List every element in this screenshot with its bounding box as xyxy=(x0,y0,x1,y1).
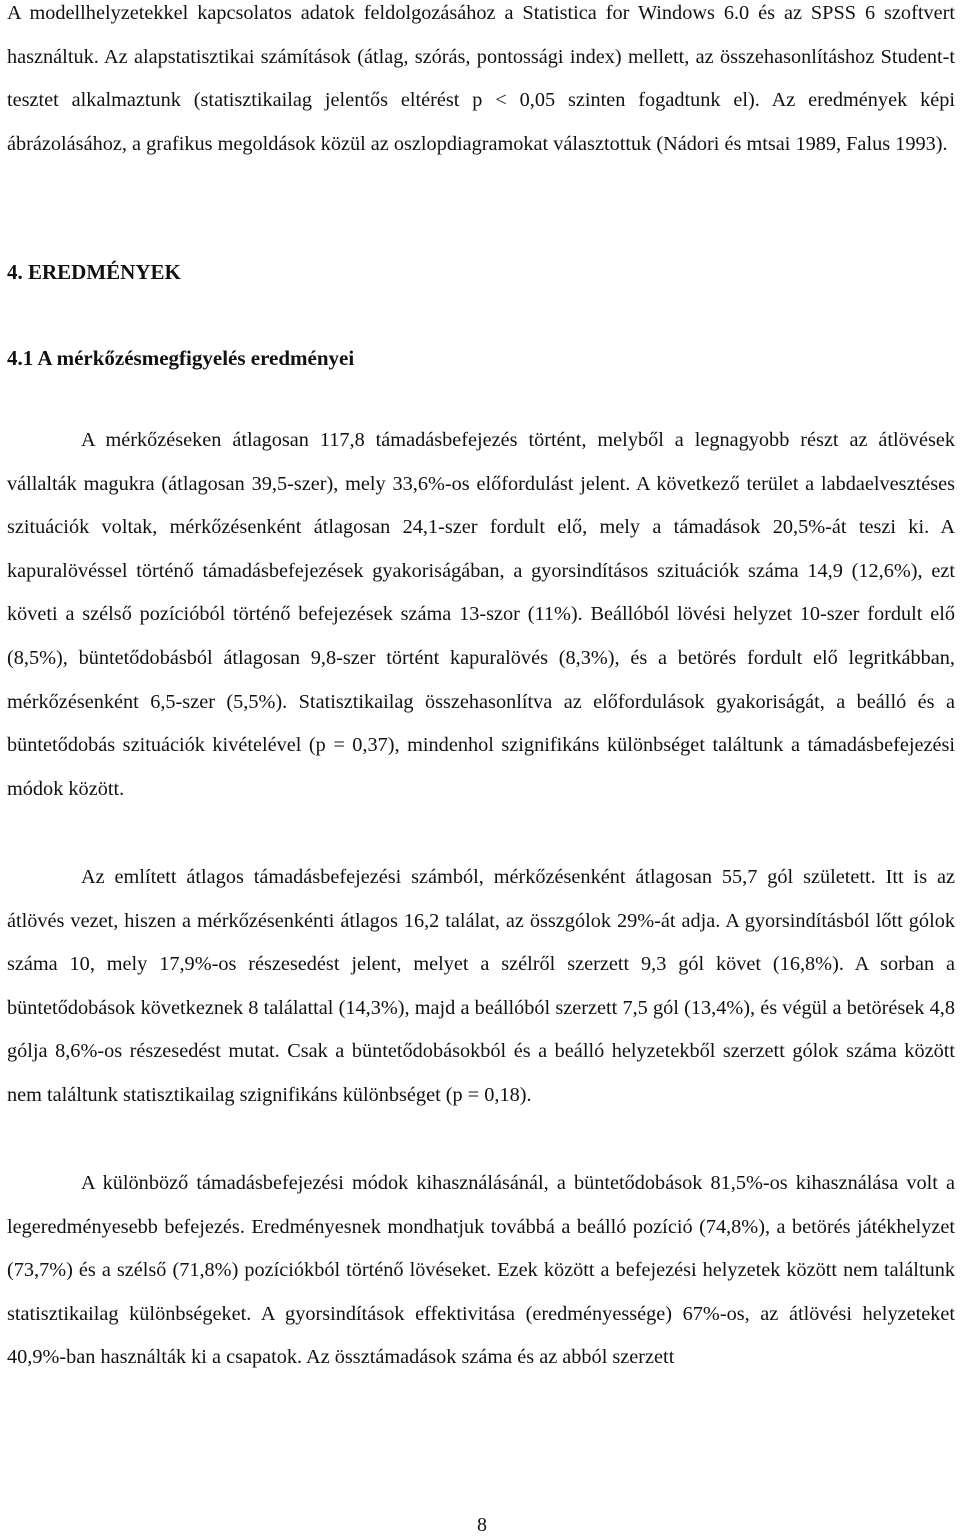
results-paragraph-2: Az említett átlagos támadásbefejezési számból, mérkőzésenként átlagosan 55,7 gól született. Itt is az átlövés vezet, hiszen a mérkőzésenkénti átlagos 16,2 találat, az összgólok 29%-át adja. A gyorsindításból lőtt gólok száma 10, mely 17,9%-os részesedést jelent, melyet a szélről szerzett 9,3 gól követ (16,8%). A sorban a büntetődobások következnek 8 találattal (14,3%), majd a beállóból szerzett 7,5 gól (13,4%), és végül a betörések 4,8 gólja 8,6%-os részesedést mutat. Csak a büntetődobásokból és a beálló helyzetekből szerzett gólok száma között nem találtunk statisztikailag szignifikáns különbséget (p = 0,18). xyxy=(7,866,955,1106)
subsection-heading: 4.1 A mérkőzésmegfigyelés eredményei xyxy=(7,346,355,370)
results-paragraph-3: A különböző támadásbefejezési módok kihasználásánál, a büntetődobások 81,5%-os kihasználása volt a legeredményesebb befejezés. Eredményesnek mondhatjuk továbbá a beálló pozíció (74,8%), a betörés játékhelyzet (73,7%) és a szélső (71,8%) pozíciókból történő lövéseket. Ezek között a befejezési helyzetek között nem találtunk statisztikailag különbségeket. A gyorsindítások effektivitása (eredményessége) 67%-os, az átlövési helyzeteket 40,9%-ban használták ki a csapatok. Az össztámadások száma és az abból szerzett xyxy=(7,1172,955,1369)
intro-paragraph: A modellhelyzetekkel kapcsolatos adatok feldolgozásához a Statistica for Windows 6.0 és az SPSS 6 szoftvert használtuk. Az alapstatisztikai számítások (átlag, szórás, pontossági index) mellett, az összehasonlításhoz Student-t tesztet alkalmaztunk (statisztikailag jelentős eltérést p < 0,05 szinten fogadtunk el). Az eredmények képi ábrázolásához, a grafikus megoldások közül az oszlopdiagramokat választottuk (Nádori és mtsai 1989, Falus 1993). xyxy=(7,2,955,155)
page-number: 8 xyxy=(477,1514,487,1536)
results-paragraph-1: A mérkőzéseken átlagosan 117,8 támadásbefejezés történt, melyből a legnagyobb részt az átlövések vállalták magukra (átlagosan 39,5-szer), mely 33,6%-os előfordulást jelent. A következő terület a labdaelvesztéses szituációk voltak, mérkőzésenként átlagosan 24,1-szer fordult elő, mely a támadások 20,5%-át teszi ki. A kapuralövéssel történő támadásbefejezések gyakoriságában, a gyorsindításos szituációk száma 14,9 (12,6%), ezt követi a szélső pozícióból történő befejezések száma 13-szor (11%). Beállóból lövési helyzet 10-szer fordult elő (8,5%), büntetődobásból átlagosan 9,8-szer történt kapuralövés (8,3%), és a betörés fordult elő legritkábban, mérkőzésenként 6,5-szer (5,5%). Statisztikailag összehasonlítva az előfordulások gyakoriságát, a beálló és a büntetődobás szituációk kivételével (p = 0,37), mindenhol szignifikáns különbséget találtunk a támadásbefejezési módok között. xyxy=(7,429,955,800)
section-heading: 4. EREDMÉNYEK xyxy=(7,260,181,284)
